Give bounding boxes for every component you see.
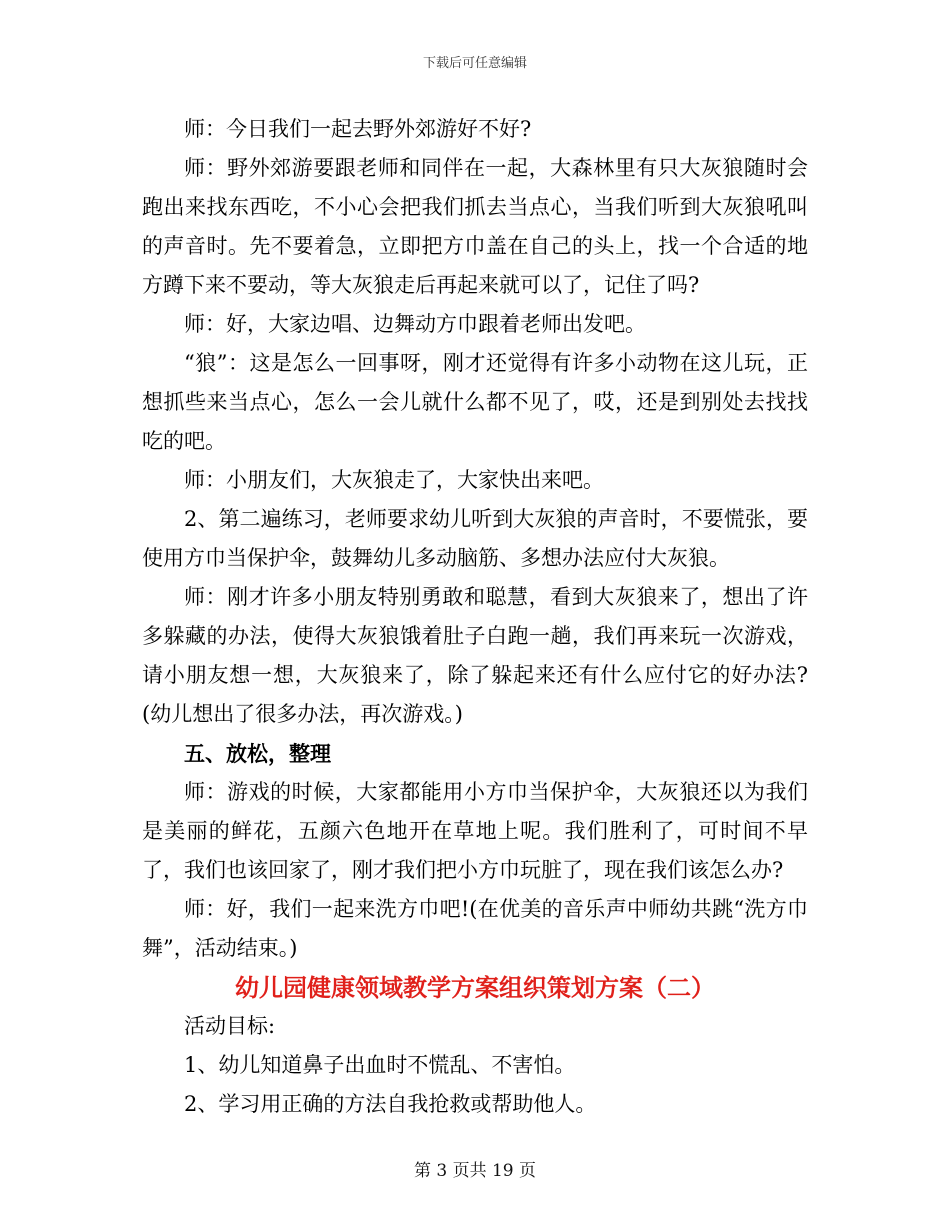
paragraph: 师：游戏的时候，大家都能用小方巾当保护伞，大灰狼还以为我们是美丽的鲜花，五颜六色地开在草地上呢。我们胜利了，可时间不早了，我们也该回家了，刚才我们把小方巾玩脏了，现在我们该怎么办? [142, 780, 808, 882]
section-heading: 五、放松，整理 [184, 741, 331, 766]
document-body [142, 110, 808, 1124]
paragraph: 师：小朋友们，大灰狼走了，大家快出来吧。 [184, 468, 604, 492]
document-title: 幼儿园健康领域教学方案组织策划方案（二） [235, 973, 715, 1002]
paragraph: 师：野外郊游要跟老师和同伴在一起，大森林里有只大灰狼随时会跑出来找东西吃，不小心会把我们抓去当点心，当我们听到大灰狼吼叫的声音时。先不要着急，立即把方巾盖在自己的头上，找一个合适的地方蹲下来不要动，等大灰狼走后再起来就可以了，记住了吗? [142, 156, 808, 297]
goals-label: 活动目标: [184, 1014, 276, 1038]
paragraph: 2、第二遍练习，老师要求幼儿听到大灰狼的声音时，不要慌张，要使用方巾当保护伞，鼓舞幼儿多动脑筋、多想办法应付大灰狼。 [142, 507, 808, 570]
paragraph: 师：刚才许多小朋友特别勇敢和聪慧，看到大灰狼来了，想出了许多躲藏的办法，使得大灰狼饿着肚子白跑一趟，我们再来玩一次游戏，请小朋友想一想，大灰狼来了，除了躲起来还有什么应付它的好办法?(幼儿想出了很多办法，再次游戏。) [142, 585, 808, 726]
paragraph: 师：好，我们一起来洗方巾吧!(在优美的音乐声中师幼共跳“洗方巾舞”，活动结束。) [142, 897, 808, 960]
page-number: 第 3 页共 19 页 [413, 1161, 537, 1181]
page-header: 下载后可任意编辑 [422, 56, 527, 71]
paragraph: 师：今日我们一起去野外郊游好不好? [184, 117, 532, 141]
goal-item: 1、幼儿知道鼻子出血时不慌乱、不害怕。 [184, 1053, 576, 1077]
goal-item: 2、学习用正确的方法自我抢救或帮助他人。 [184, 1092, 597, 1116]
paragraph: 师：好，大家边唱、边舞动方巾跟着老师出发吧。 [184, 312, 646, 336]
paragraph: “狼”：这是怎么一回事呀，刚才还觉得有许多小动物在这儿玩，正想抓些来当点心，怎么一会儿就什么都不见了，哎，还是到别处去找找吃的吧。 [142, 351, 808, 453]
